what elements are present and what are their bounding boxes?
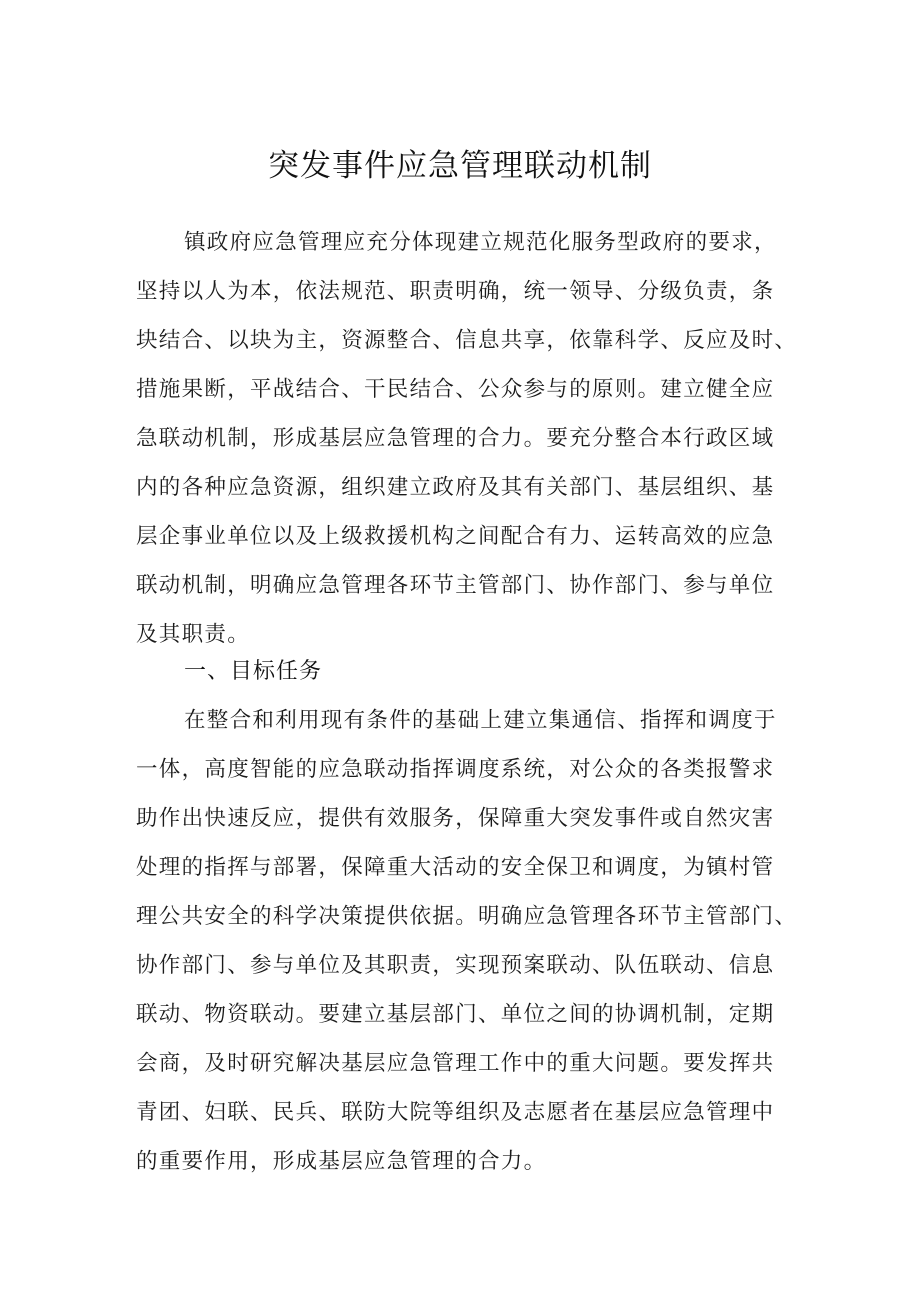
paragraph-line: 一体，高度智能的应急联动指挥调度系统，对公众的各类报警求 bbox=[136, 757, 775, 782]
paragraph-line: 处理的指挥与部署，保障重大活动的安全保卫和调度，为镇村管 bbox=[136, 855, 775, 880]
paragraph-line: 内的各种应急资源，组织建立政府及其有关部门、基层组织、基 bbox=[136, 475, 775, 500]
paragraph-line: 及其职责。 bbox=[136, 622, 251, 647]
paragraph-line: 层企事业单位以及上级救援机构之间配合有力、运转高效的应急 bbox=[136, 524, 775, 549]
paragraph-line: 协作部门、参与单位及其职责，实现预案联动、队伍联动、信息 bbox=[136, 953, 775, 978]
paragraph-line: 助作出快速反应，提供有效服务，保障重大突发事件或自然灾害 bbox=[136, 806, 775, 831]
section-paragraph bbox=[136, 696, 796, 1186]
document-title: 突发事件应急管理联动机制 bbox=[268, 148, 652, 184]
paragraph-line: 的重要作用，形成基层应急管理的合力。 bbox=[136, 1149, 547, 1174]
paragraph-line: 急联动机制，形成基层应急管理的合力。要充分整合本行政区域 bbox=[136, 426, 775, 451]
section-heading: 一、目标任务 bbox=[184, 659, 323, 684]
paragraph-line: 青团、妇联、民兵、联防大院等组织及志愿者在基层应急管理中 bbox=[136, 1100, 775, 1125]
paragraph-line: 联动、物资联动。要建立基层部门、单位之间的协调机制，定期 bbox=[136, 1002, 775, 1027]
paragraph-line: 坚持以人为本，依法规范、职责明确，统一领导、分级负责，条 bbox=[136, 279, 775, 304]
paragraph-line: 在整合和利用现有条件的基础上建立集通信、指挥和调度于 bbox=[184, 708, 777, 733]
paragraph-line: 块结合、以块为主，资源整合、信息共享，依靠科学、反应及时、 bbox=[136, 328, 798, 353]
intro-paragraph bbox=[136, 218, 796, 659]
paragraph-line: 联动机制，明确应急管理各环节主管部门、协作部门、参与单位 bbox=[136, 573, 775, 598]
paragraph-line: 会商，及时研究解决基层应急管理工作中的重大问题。要发挥共 bbox=[136, 1051, 775, 1076]
paragraph-line: 理公共安全的科学决策提供依据。明确应急管理各环节主管部门、 bbox=[136, 904, 798, 929]
paragraph-line: 措施果断，平战结合、干民结合、公众参与的原则。建立健全应 bbox=[136, 377, 775, 402]
paragraph-line: 镇政府应急管理应充分体现建立规范化服务型政府的要求， bbox=[184, 230, 777, 255]
